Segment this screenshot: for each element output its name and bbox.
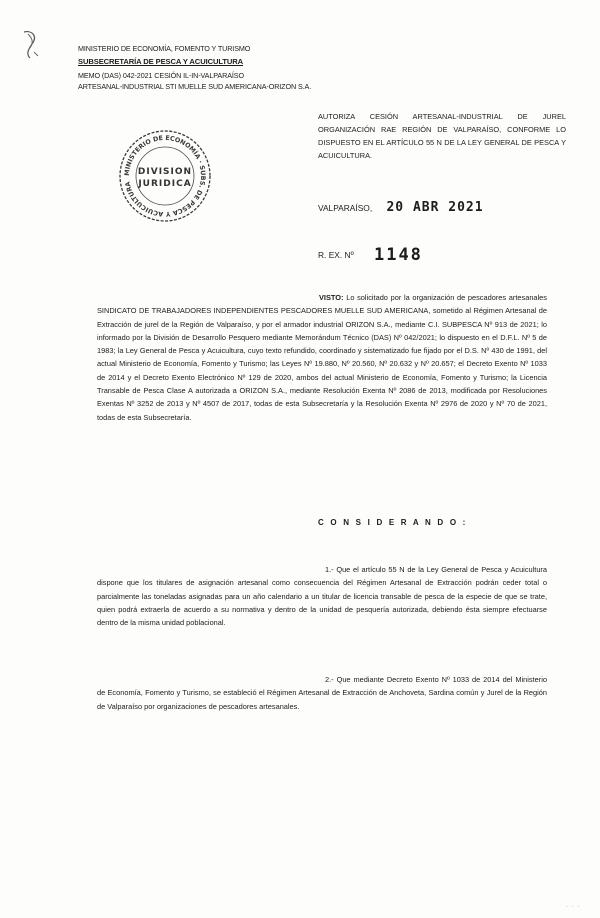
rex-line xyxy=(318,243,423,263)
stamp-line-1: DIVISION xyxy=(137,167,193,177)
considerando-paragraph-1: 1.- Que el artículo 55 N de la Ley General de Pesca y Acuicultura dispone que los titulares de asignación artesanal como consecuencia del Régimen Artesanal de Extracción podrán ceder total o parcialmente las toneladas asignadas para un año calendario a un titular de licencia transable de pesca de la especie de que se trate, quien podrá extraerla de acuerdo a su normativa y dentro de la unidad de pesquería autorizada, debiendo ésta siempre efectuarse dentro de la misma unidad poblacional. xyxy=(97,565,547,628)
division-juridica-stamp xyxy=(117,128,213,224)
ministry-name: MINISTERIO DE ECONOMÍA, FOMENTO Y TURISMO xyxy=(78,44,251,53)
stamp-ring-text: MINISTERIO DE ECONOMÍA · SUBS. DE PESCA Y ACUICULTURA xyxy=(122,133,208,219)
subsecretaria-name: SUBSECRETARÍA DE PESCA Y ACUICULTURA xyxy=(78,57,244,66)
handwritten-mark-icon xyxy=(18,28,44,62)
memo-reference: MEMO (DAS) 042-2021 CESIÓN IL-IN-VALPARAÍSO xyxy=(78,71,244,80)
rex-number: 1148 xyxy=(373,245,423,265)
resolution-date: 20 ABR 2021 xyxy=(386,200,484,215)
stamp-seal-icon xyxy=(117,128,213,224)
date-line xyxy=(318,200,484,215)
visto-text: Lo solicitado por la organización de pescadores artesanales SINDICATO DE TRABAJADORES INDEPENDIENTES PESCADORES MUELLE SUD AMERICANA, sometido al Régimen Artesanal de Extracción de jurel de la Región de Valparaíso, y por el armador industrial ORIZON S.A., mediante C.I. SUBPESCA Nº 913 de 2021; lo informado por la División de Desarrollo Pesquero mediante Memorándum Técnico (DAS) Nº 042/2021; lo dispuesto en el D.F.L. Nº 5 de 1983; la Ley General de Pesca y Acuicultura, cuyo texto refundido, coordinado y sistematizado fue fijado por el D.S. Nº 430 de 1991, del actual Ministerio de Economía, Fomento y Turismo; las Leyes Nº 19.880, Nº 20.560, Nº 20.632 y Nº 20.657; el Decreto Exento Nº 1033 de 2014 y el Decreto Exento Electrónico Nº 129 de 2020, ambos del actual Ministerio de Economía, Fomento y Turismo; la Licencia Transable de Pesca Clase A autorizada a ORIZON S.A., mediante Resolución Exenta Nº 2086 de 2013, modificada por Resoluciones Exentas Nº 3252 de 2013 y Nº 4507 de 2017, todas de esta Subsecretaría y la Resolución Exenta Nº 2976 de 2020 y Nº 70 de 2021, todas de esta Subsecretaría. xyxy=(97,293,547,422)
scan-marks: · · · xyxy=(566,904,581,910)
subject-reference: ARTESANAL-INDUSTRIAL STI MUELLE SUD AMERICANA-ORIZON S.A. xyxy=(78,82,312,91)
considerando-heading: C O N S I D E R A N D O : xyxy=(318,518,468,527)
city-label: VALPARAÍSO, xyxy=(318,203,373,213)
resolution-title: AUTORIZA CESIÓN ARTESANAL-INDUSTRIAL DE JUREL ORGANIZACIÓN RAE REGIÓN DE VALPARAÍSO, CONFORME LO DISPUESTO EN EL ARTÍCULO 55 N DE LA LEY GENERAL DE PESCA Y ACUICULTURA. xyxy=(318,112,566,160)
considerando-paragraph-2: 2.- Que mediante Decreto Exento Nº 1033 de 2014 del Ministerio de Economía, Fomento y Turismo, se estableció el Régimen Artesanal de Extracción de Anchoveta, Sardina común y Jurel de la Región de Valparaíso por organizaciones de pescadores artesanales. xyxy=(97,675,547,711)
rex-label: R. EX. Nº xyxy=(318,250,354,260)
visto-label: VISTO: xyxy=(319,293,344,302)
stamp-line-2: JURIDICA xyxy=(138,179,192,189)
visto-paragraph xyxy=(97,291,547,424)
